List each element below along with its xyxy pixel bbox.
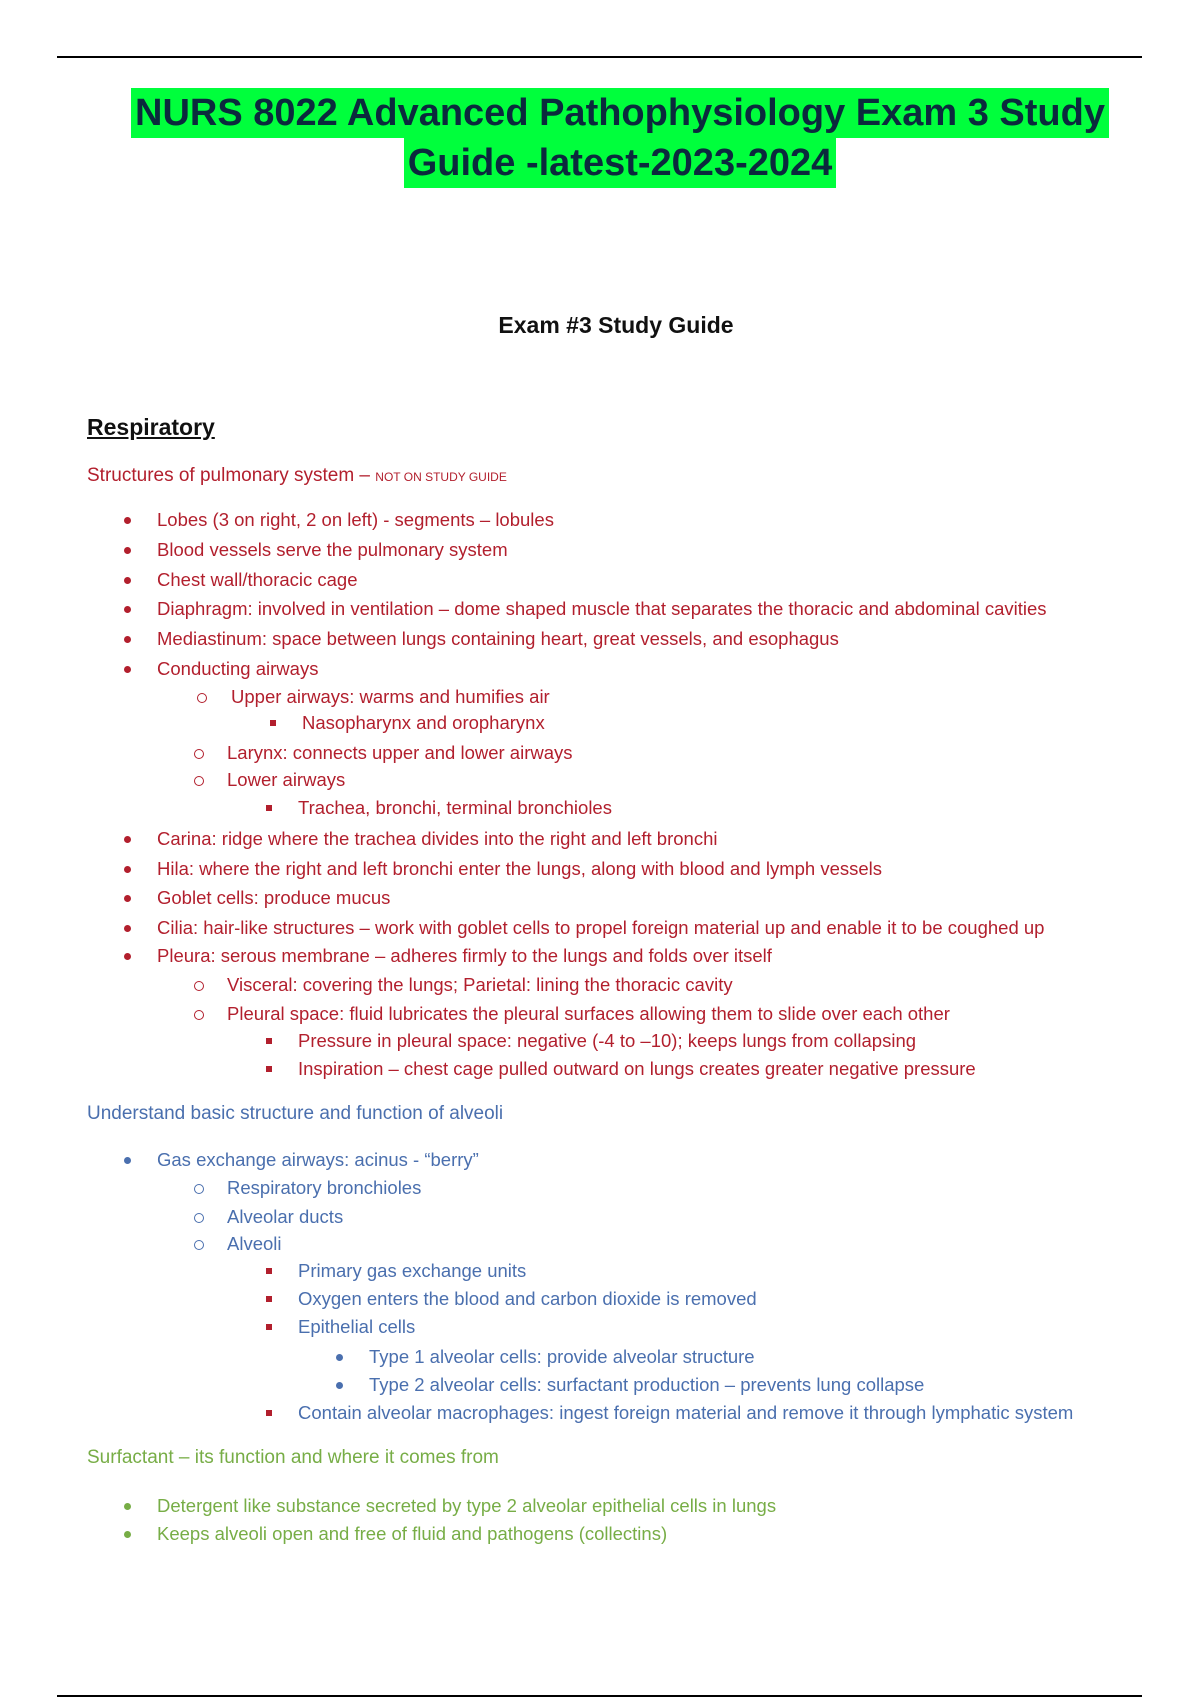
bullet-square-icon <box>266 1296 272 1302</box>
topic-structures-label: Structures of pulmonary system – <box>87 465 376 486</box>
list-item: Nasopharynx and oropharynx <box>302 712 545 733</box>
list-item: Type 1 alveolar cells: provide alveolar structure <box>369 1346 755 1367</box>
list-item: Goblet cells: produce mucus <box>157 887 391 908</box>
list-item: Type 2 alveolar cells: surfactant production – prevents lung collapse <box>369 1374 925 1395</box>
list-item: Chest wall/thoracic cage <box>157 569 358 590</box>
bullet-dot-icon <box>124 1503 131 1510</box>
bullet-circle-icon <box>194 1010 204 1020</box>
list-item: Keeps alveoli open and free of fluid and pathogens (collectins) <box>157 1523 668 1544</box>
list-item: Cilia: hair-like structures – work with goblet cells to propel foreign material up and enable it to be coughed up <box>157 917 1045 938</box>
list-item: Visceral: covering the lungs; Parietal: lining the thoracic cavity <box>227 974 733 995</box>
bullet-dot-icon <box>124 1157 131 1164</box>
bottom-rule <box>57 1695 1142 1697</box>
bullet-dot-icon <box>124 895 131 902</box>
bullet-dot-icon <box>124 666 131 673</box>
bullet-dot-icon <box>336 1382 343 1389</box>
bullet-dot-icon <box>124 547 131 554</box>
bullet-circle-icon <box>194 981 204 991</box>
bullet-circle-icon <box>194 1240 204 1250</box>
list-item: Epithelial cells <box>298 1316 416 1337</box>
list-item: Pressure in pleural space: negative (-4 to –10); keeps lungs from collapsing <box>298 1030 917 1051</box>
topic-structures <box>87 465 507 487</box>
list-item: Larynx: connects upper and lower airways <box>227 742 573 763</box>
bullet-dot-icon <box>124 925 131 932</box>
bullet-dot-icon <box>124 836 131 843</box>
list-item: Trachea, bronchi, terminal bronchioles <box>298 797 612 818</box>
bullet-dot-icon <box>124 577 131 584</box>
list-item: Pleura: serous membrane – adheres firmly to the lungs and folds over itself <box>157 945 772 966</box>
list-item: Carina: ridge where the trachea divides into the right and left bronchi <box>157 828 718 849</box>
list-item: Gas exchange airways: acinus - “berry” <box>157 1149 479 1170</box>
bullet-square-icon <box>266 1324 272 1330</box>
bullet-dot-icon <box>336 1354 343 1361</box>
list-item: Upper airways: warms and humifies air <box>231 686 550 707</box>
bullet-dot-icon <box>124 636 131 643</box>
bullet-circle-icon <box>194 1184 204 1194</box>
bullet-dot-icon <box>124 606 131 613</box>
list-item: Contain alveolar macrophages: ingest foreign material and remove it through lymphatic system <box>298 1402 1074 1423</box>
bullet-square-icon <box>266 1268 272 1274</box>
list-item: Primary gas exchange units <box>298 1260 527 1281</box>
list-item: Oxygen enters the blood and carbon dioxide is removed <box>298 1288 757 1309</box>
bullet-circle-icon <box>197 693 207 703</box>
bullet-circle-icon <box>194 749 204 759</box>
bullet-circle-icon <box>194 776 204 786</box>
bullet-dot-icon <box>124 953 131 960</box>
section-heading-respiratory: Respiratory <box>87 414 215 440</box>
bullet-circle-icon <box>194 1213 204 1223</box>
list-item: Lower airways <box>227 769 346 790</box>
bullet-square-icon <box>266 1066 272 1072</box>
list-item: Detergent like substance secreted by type 2 alveolar epithelial cells in lungs <box>157 1495 777 1516</box>
list-item: Hila: where the right and left bronchi enter the lungs, along with blood and lymph vessels <box>157 858 883 879</box>
bullet-dot-icon <box>124 1531 131 1538</box>
list-item: Alveolar ducts <box>227 1206 344 1227</box>
bullet-square-icon <box>266 805 272 811</box>
topic-structures-note: NOT ON STUDY GUIDE <box>375 470 507 484</box>
list-item: Conducting airways <box>157 658 319 679</box>
bullet-dot-icon <box>124 866 131 873</box>
list-item: Lobes (3 on right, 2 on left) - segments – lobules <box>157 509 554 530</box>
list-item: Mediastinum: space between lungs containing heart, great vessels, and esophagus <box>157 628 839 649</box>
topic-surfactant: Surfactant – its function and where it comes from <box>87 1447 499 1468</box>
exam-heading: Exam #3 Study Guide <box>498 312 734 338</box>
title-line-1: NURS 8022 Advanced Pathophysiology Exam 3 Study <box>131 88 1109 138</box>
bullet-square-icon <box>266 1038 272 1044</box>
list-item: Inspiration – chest cage pulled outward on lungs creates greater negative pressure <box>298 1058 976 1079</box>
title-line-2: Guide -latest-2023-2024 <box>404 138 837 188</box>
document-title <box>0 88 1200 188</box>
bullet-dot-icon <box>124 517 131 524</box>
topic-alveoli: Understand basic structure and function of alveoli <box>87 1103 504 1124</box>
list-item: Diaphragm: involved in ventilation – dome shaped muscle that separates the thoracic and abdominal cavities <box>157 598 1047 619</box>
bullet-square-icon <box>270 720 276 726</box>
list-item: Blood vessels serve the pulmonary system <box>157 539 508 560</box>
list-item: Pleural space: fluid lubricates the pleural surfaces allowing them to slide over each other <box>227 1003 950 1024</box>
list-item: Respiratory bronchioles <box>227 1177 422 1198</box>
top-rule <box>57 56 1142 58</box>
bullet-square-icon <box>266 1410 272 1416</box>
list-item: Alveoli <box>227 1233 282 1254</box>
